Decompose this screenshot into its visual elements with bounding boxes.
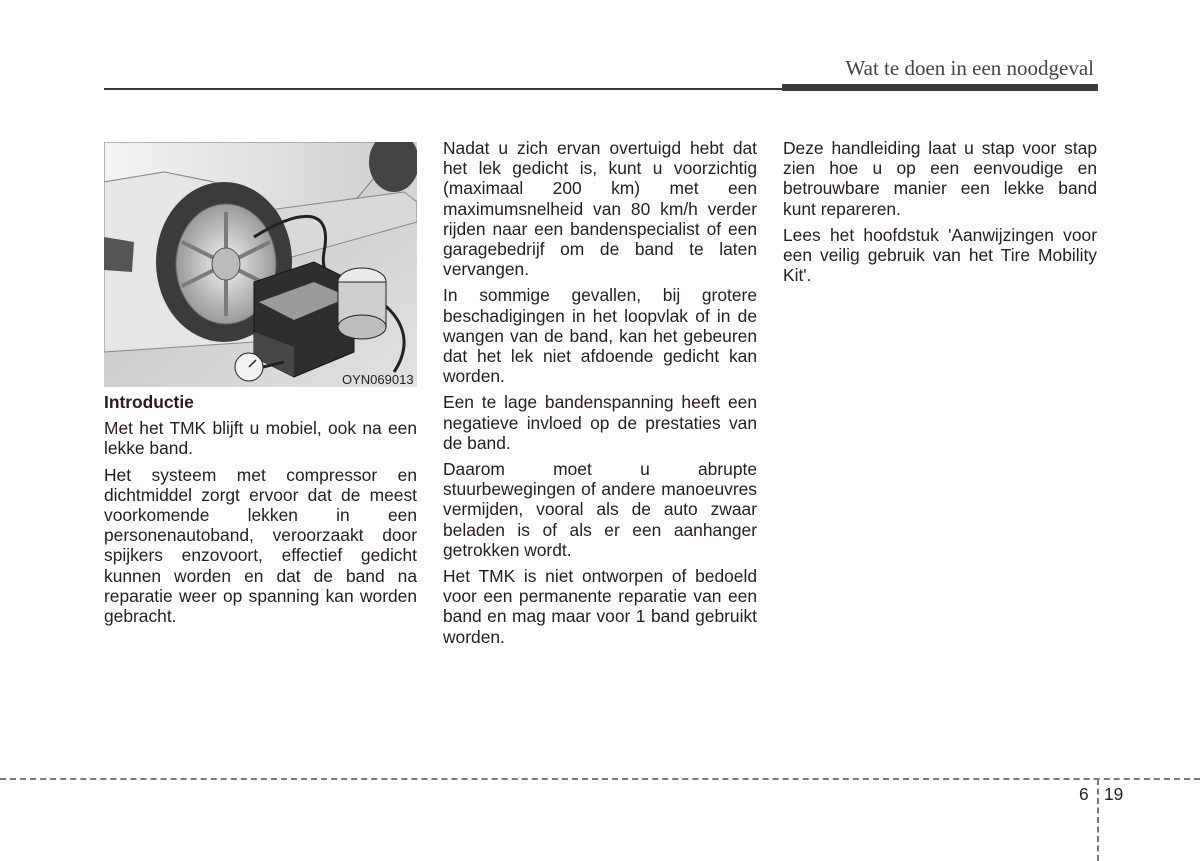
header-rule-accent	[782, 84, 1098, 91]
paragraph: Deze handleiding laat u stap voor stap zien hoe u op een eenvoudige en betrouwbare manier een lekke band kunt repareren.	[783, 138, 1097, 219]
paragraph: Het TMK is niet ontworpen of bedoeld voor een permanente reparatie van een band en mag maar voor 1 band gebruikt worden.	[443, 566, 757, 647]
chapter-number: 6	[1079, 784, 1089, 804]
footer-divider	[1097, 779, 1099, 861]
paragraph: Nadat u zich ervan overtuigd hebt dat het lek gedicht is, kunt u voorzichtig (maximaal 200 km) met een maximumsnelheid van 80 km/h verder rijden naar een bandenspecialist of een garagebedrijf om de band te laten vervangen.	[443, 138, 757, 280]
column-middle	[443, 138, 757, 653]
figure-code: OYN069013	[342, 372, 414, 387]
paragraph: In sommige gevallen, bij grotere beschadigingen in het loopvlak of in de wangen van de band, kan het gebeuren dat het lek niet afdoende gedicht kan worden.	[443, 285, 757, 387]
paragraph: Het systeem met compressor en dichtmiddel zorgt ervoor dat de meest voorkomende lekken in een personenautoband, veroorzaakt door spijkers enzovoort, effectief gedicht kunnen worden en dat de band na reparatie weer op spanning kan worden gebracht.	[104, 464, 417, 627]
column-right	[783, 138, 1097, 291]
paragraph: Daarom moet u abrupte stuurbewegingen of andere manoeuvres vermijden, vooral als de auto zwaar beladen is of als er een aanhanger getrokken wordt.	[443, 459, 757, 560]
paragraph: Lees het hoofdstuk 'Aanwijzingen voor een veilig gebruik van het Tire Mobility Kit'.	[783, 224, 1097, 286]
footer-rule	[0, 778, 1200, 780]
tire-mobility-kit-illustration	[104, 142, 417, 387]
paragraph: Met het TMK blijft u mobiel, ook na een lekke band.	[104, 418, 417, 459]
section-heading: Introductie	[104, 392, 194, 412]
section-title: Wat te doen in een noodgeval	[845, 56, 1094, 80]
page-number: 19	[1104, 784, 1124, 804]
paragraph: Een te lage bandenspanning heeft een negatieve invloed op de prestaties van de band.	[443, 392, 757, 453]
column-left	[104, 392, 417, 632]
